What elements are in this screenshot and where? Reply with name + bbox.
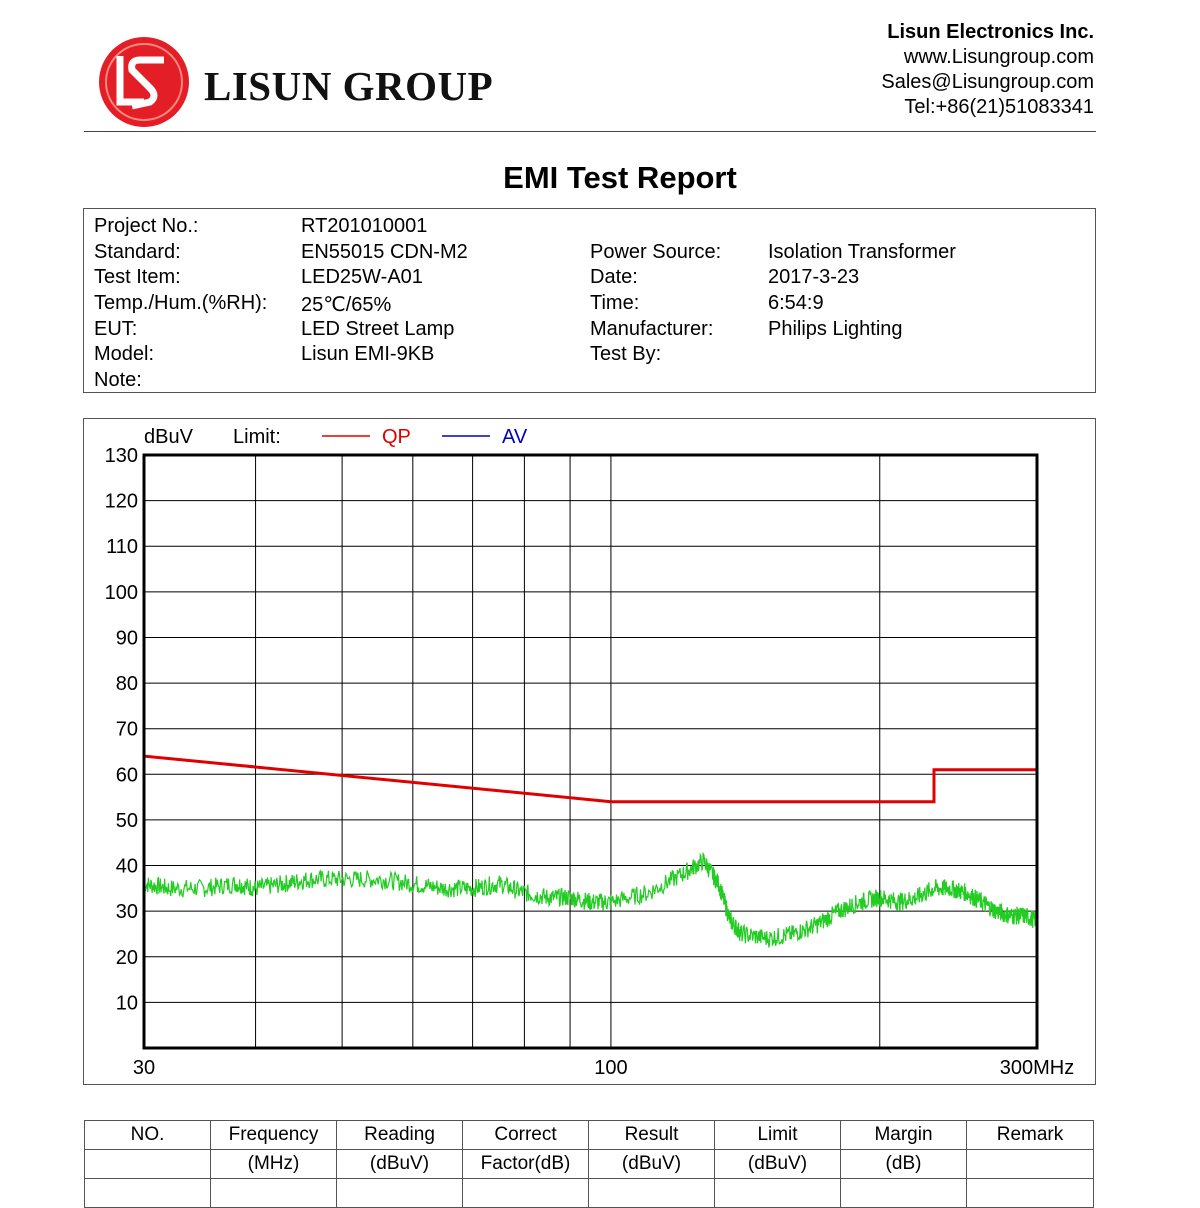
table-cell	[841, 1179, 967, 1208]
y-tick-label: 80	[115, 673, 138, 696]
limit-line-qp	[144, 756, 1037, 802]
table-cell	[211, 1179, 337, 1208]
x-tick-label: 100	[594, 1057, 628, 1079]
unit-no	[85, 1150, 211, 1179]
y-tick-label: 120	[104, 490, 138, 513]
header-frequency: Frequency	[211, 1121, 337, 1150]
table-cell	[337, 1179, 463, 1208]
temp-hum-value: 25℃/65%	[301, 294, 392, 316]
y-tick-label: 130	[104, 445, 138, 467]
y-tick-label: 100	[104, 581, 138, 604]
series-layer	[144, 756, 1037, 947]
legend-label-qp: QP	[382, 426, 411, 448]
logo-text: LISUN GROUP	[204, 63, 494, 109]
manufacturer-label: Manufacturer:	[590, 318, 714, 340]
y-tick-label: 60	[115, 764, 138, 787]
grid-layer	[144, 455, 1037, 1048]
time-value: 6:54:9	[768, 292, 824, 314]
header-reading: Reading	[337, 1121, 463, 1150]
unit-frequency: (MHz)	[211, 1150, 337, 1179]
standard-label: Standard:	[94, 241, 181, 263]
model-value: Lisun EMI-9KB	[301, 343, 435, 365]
eut-value: LED Street Lamp	[301, 318, 455, 340]
x-tick-label: 30	[132, 1057, 156, 1079]
tick-layer	[105, 445, 1075, 1079]
y-tick-label: 50	[115, 809, 138, 832]
test-by-label: Test By:	[590, 343, 662, 365]
table-units-row	[85, 1150, 1094, 1179]
table-row	[85, 1179, 1094, 1208]
header-divider	[84, 131, 1096, 132]
header-result: Result	[589, 1121, 715, 1150]
power-source-label: Power Source:	[590, 241, 722, 263]
temp-hum-label: Temp./Hum.(%RH):	[94, 292, 268, 314]
company-email[interactable]: Sales@Lisungroup.com	[881, 71, 1094, 93]
header-limit: Limit	[715, 1121, 841, 1150]
model-label: Model:	[94, 343, 155, 365]
eut-label: EUT:	[94, 318, 138, 340]
y-tick-label: 70	[115, 718, 138, 741]
emi-chart	[84, 419, 1095, 1084]
y-axis-unit-label: dBuV	[144, 426, 193, 448]
unit-remark	[967, 1150, 1094, 1179]
test-item-value: LED25W-A01	[301, 266, 423, 288]
header-correct: Correct	[463, 1121, 589, 1150]
company-website[interactable]: www.Lisungroup.com	[903, 46, 1094, 68]
header-remark: Remark	[967, 1121, 1094, 1150]
table-cell	[85, 1179, 211, 1208]
unit-reading: (dBuV)	[337, 1150, 463, 1179]
table-cell	[589, 1179, 715, 1208]
power-source-value: Isolation Transformer	[768, 241, 956, 263]
plot-frame	[144, 455, 1037, 1048]
legend-label-av: AV	[502, 426, 528, 448]
y-tick-label: 20	[115, 946, 138, 969]
header-no: NO.	[85, 1121, 211, 1150]
company-contact	[881, 20, 1094, 120]
unit-correct: Factor(dB)	[463, 1150, 589, 1179]
standard-value: EN55015 CDN-M2	[301, 241, 468, 263]
time-label: Time:	[590, 292, 640, 314]
test-info-panel	[83, 208, 1096, 393]
date-value: 2017-3-23	[768, 266, 860, 288]
unit-margin: (dB)	[841, 1150, 967, 1179]
table-cell	[463, 1179, 589, 1208]
project-no-label: Project No.:	[94, 215, 199, 237]
legend-title: Limit:	[233, 426, 281, 448]
y-tick-label: 10	[115, 992, 138, 1015]
legend	[322, 426, 528, 448]
y-tick-label: 30	[115, 901, 138, 924]
report-title: EMI Test Report	[503, 160, 737, 195]
table-cell	[715, 1179, 841, 1208]
x-tick-label: 300MHz	[999, 1057, 1075, 1079]
lisun-logo-icon	[98, 36, 190, 128]
manufacturer-value: Philips Lighting	[768, 318, 903, 340]
company-tel: Tel:+86(21)51083341	[904, 96, 1094, 118]
emi-chart-panel	[83, 418, 1096, 1085]
header-margin: Margin	[841, 1121, 967, 1150]
y-tick-label: 40	[115, 855, 138, 878]
table-header-row	[85, 1121, 1094, 1150]
note-label: Note:	[94, 369, 142, 391]
y-tick-label: 90	[115, 627, 138, 650]
unit-limit: (dBuV)	[715, 1150, 841, 1179]
table-cell	[967, 1179, 1094, 1208]
measurement-trace	[144, 854, 1037, 948]
y-tick-label: 110	[106, 536, 138, 559]
unit-result: (dBuV)	[589, 1150, 715, 1179]
test-item-label: Test Item:	[94, 266, 181, 288]
results-table	[84, 1120, 1094, 1208]
project-no-value: RT201010001	[301, 215, 428, 237]
date-label: Date:	[590, 266, 638, 288]
company-name: Lisun Electronics Inc.	[887, 21, 1094, 43]
